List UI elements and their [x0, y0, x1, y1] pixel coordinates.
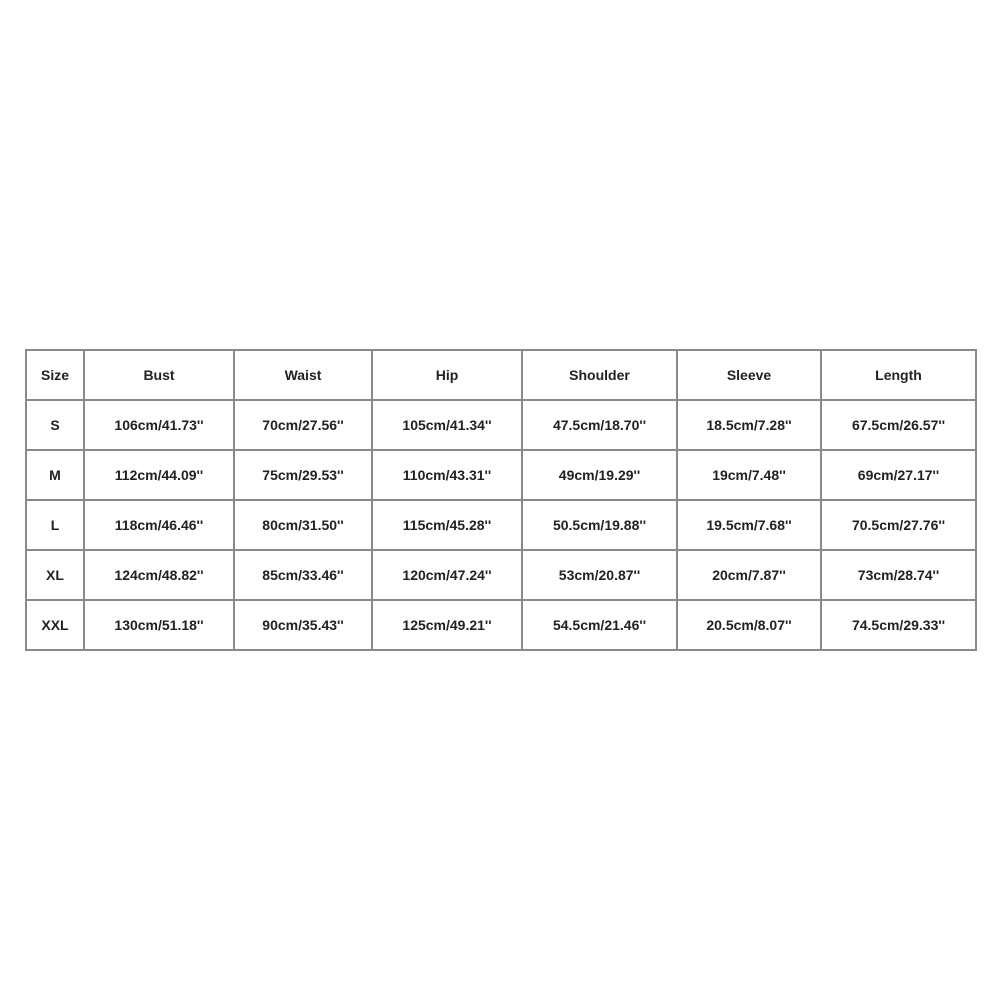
hip-cell: 105cm/41.34'': [372, 400, 522, 450]
header-size: Size: [26, 350, 84, 400]
waist-cell: 85cm/33.46'': [234, 550, 372, 600]
length-cell: 70.5cm/27.76'': [821, 500, 976, 550]
hip-cell: 125cm/49.21'': [372, 600, 522, 650]
waist-cell: 75cm/29.53'': [234, 450, 372, 500]
hip-cell: 110cm/43.31'': [372, 450, 522, 500]
table-row: [26, 600, 976, 650]
sleeve-cell: 18.5cm/7.28'': [677, 400, 821, 450]
bust-cell: 124cm/48.82'': [84, 550, 234, 600]
size-cell: M: [26, 450, 84, 500]
shoulder-cell: 53cm/20.87'': [522, 550, 677, 600]
header-shoulder: Shoulder: [522, 350, 677, 400]
bust-cell: 118cm/46.46'': [84, 500, 234, 550]
waist-cell: 90cm/35.43'': [234, 600, 372, 650]
sleeve-cell: 20cm/7.87'': [677, 550, 821, 600]
table-row: [26, 400, 976, 450]
table-row: [26, 500, 976, 550]
header-hip: Hip: [372, 350, 522, 400]
header-sleeve: Sleeve: [677, 350, 821, 400]
sleeve-cell: 19.5cm/7.68'': [677, 500, 821, 550]
header-row: [26, 350, 976, 400]
header-waist: Waist: [234, 350, 372, 400]
shoulder-cell: 49cm/19.29'': [522, 450, 677, 500]
shoulder-cell: 54.5cm/21.46'': [522, 600, 677, 650]
bust-cell: 106cm/41.73'': [84, 400, 234, 450]
table-row: [26, 550, 976, 600]
header-length: Length: [821, 350, 976, 400]
bust-cell: 112cm/44.09'': [84, 450, 234, 500]
header-bust: Bust: [84, 350, 234, 400]
size-cell: S: [26, 400, 84, 450]
hip-cell: 120cm/47.24'': [372, 550, 522, 600]
size-cell: XL: [26, 550, 84, 600]
length-cell: 73cm/28.74'': [821, 550, 976, 600]
sleeve-cell: 20.5cm/8.07'': [677, 600, 821, 650]
size-cell: XXL: [26, 600, 84, 650]
sleeve-cell: 19cm/7.48'': [677, 450, 821, 500]
length-cell: 69cm/27.17'': [821, 450, 976, 500]
length-cell: 67.5cm/26.57'': [821, 400, 976, 450]
waist-cell: 70cm/27.56'': [234, 400, 372, 450]
hip-cell: 115cm/45.28'': [372, 500, 522, 550]
shoulder-cell: 50.5cm/19.88'': [522, 500, 677, 550]
waist-cell: 80cm/31.50'': [234, 500, 372, 550]
bust-cell: 130cm/51.18'': [84, 600, 234, 650]
table-row: [26, 450, 976, 500]
size-chart-table: [25, 349, 977, 651]
length-cell: 74.5cm/29.33'': [821, 600, 976, 650]
shoulder-cell: 47.5cm/18.70'': [522, 400, 677, 450]
size-cell: L: [26, 500, 84, 550]
